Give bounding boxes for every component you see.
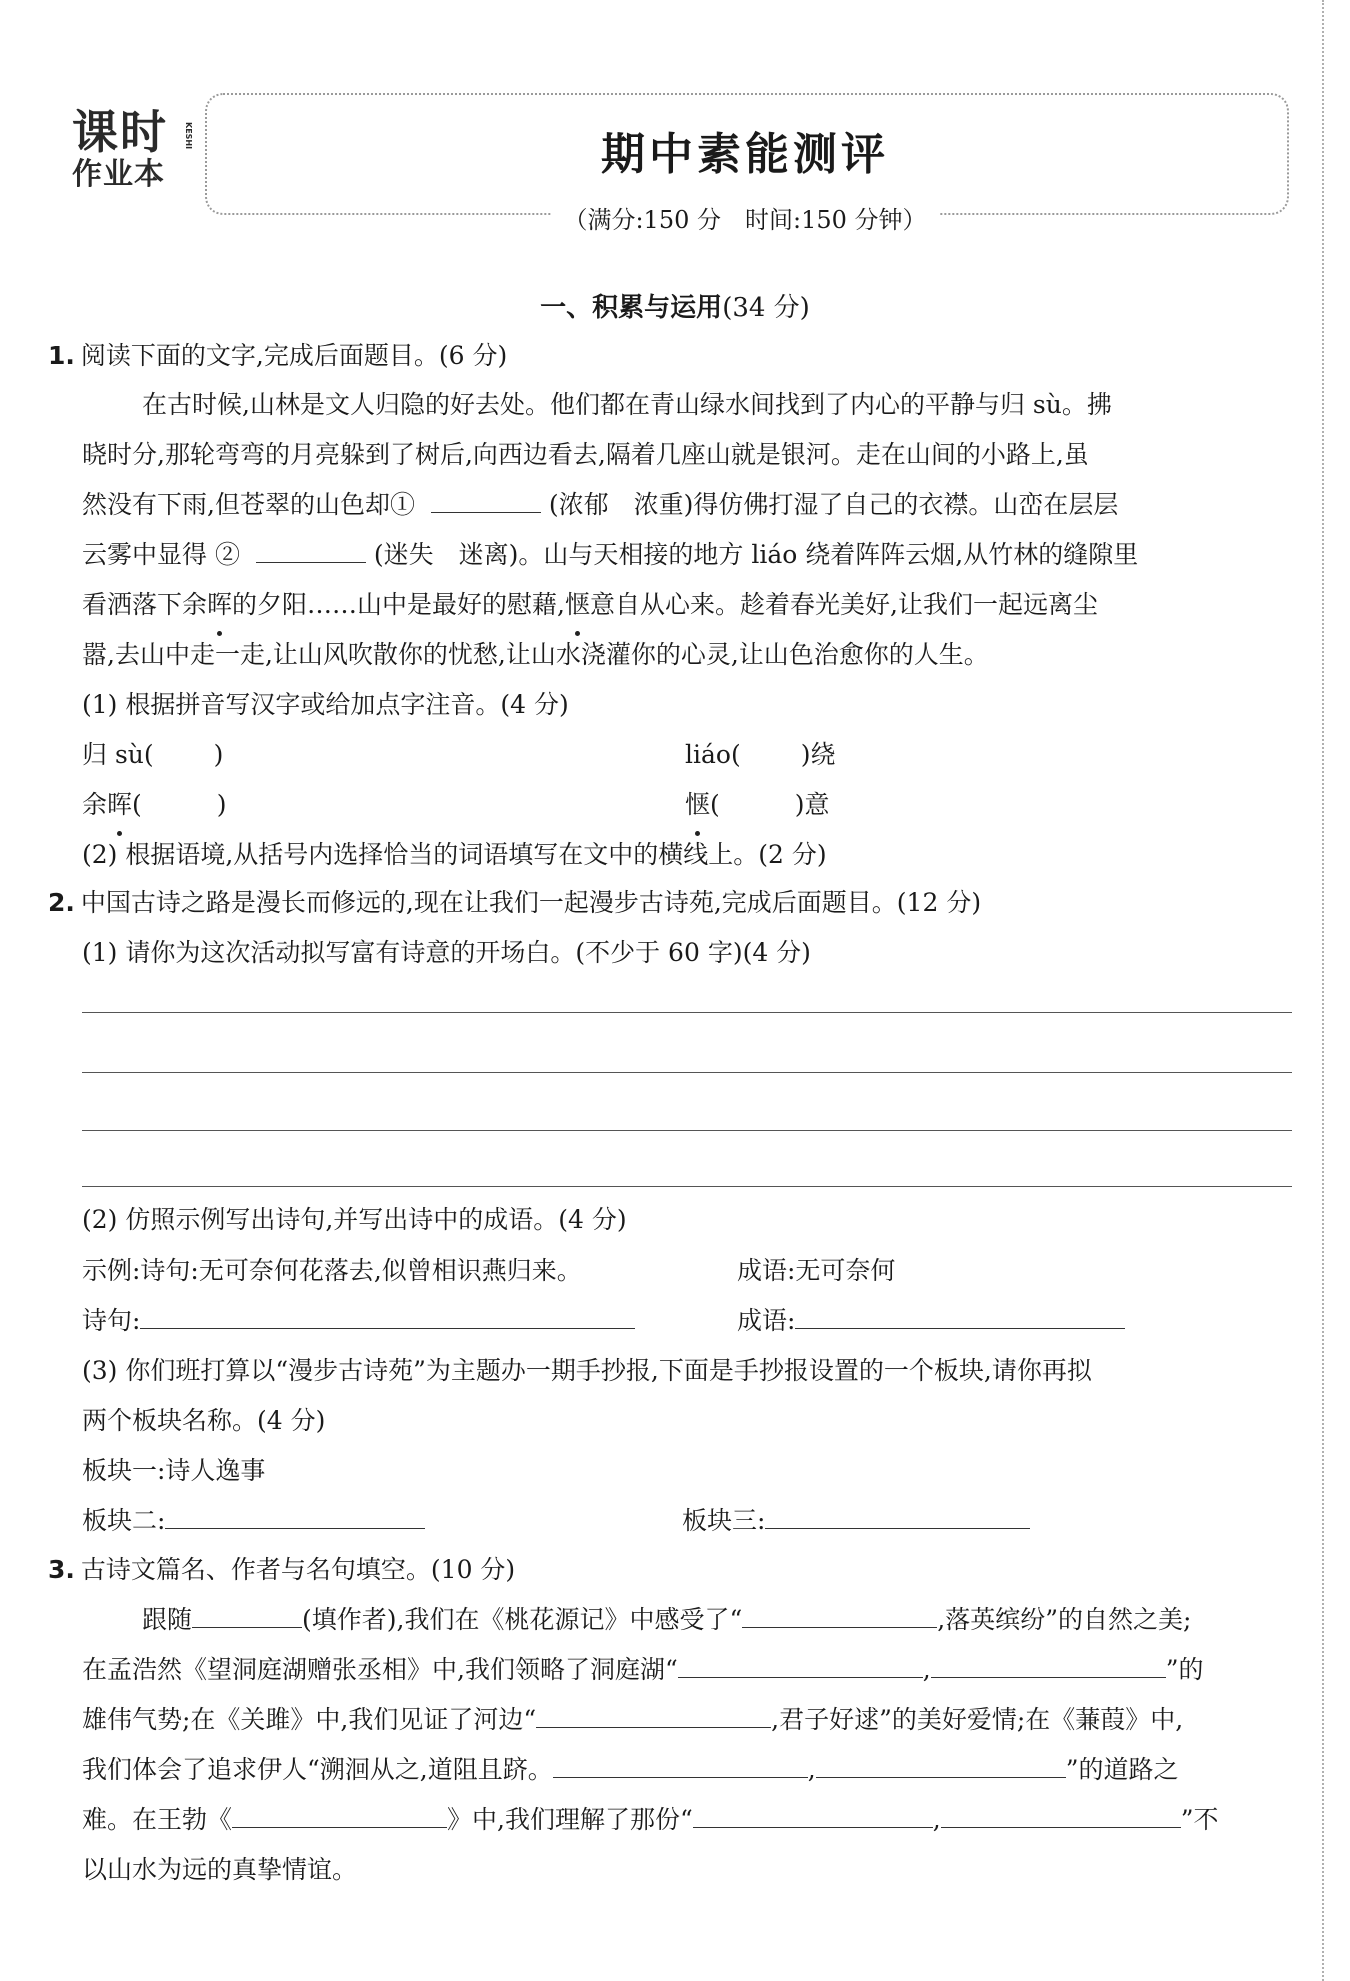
- q1-para-line3: 然没有下雨,但苍翠的山色却① (浓郁 浓重)得仿佛打湿了自己的衣襟。山峦在层层: [82, 480, 1292, 530]
- q1-sub1: (1) 根据拼音写汉字或给加点字注音。(4 分): [82, 690, 569, 719]
- block2-blank[interactable]: [165, 1498, 425, 1529]
- answer-line-2[interactable]: [82, 1072, 1292, 1073]
- q1-stem: 1. 阅读下面的文字,完成后面题目。(6 分): [48, 341, 508, 370]
- guanju-blank[interactable]: [536, 1697, 771, 1728]
- dongting-blank-1[interactable]: [678, 1647, 923, 1678]
- q3-line5: 难。在王勃《 》中,我们理解了那份“ , ”不: [82, 1795, 1292, 1845]
- q1-para-line5: 看洒落下余晖的夕阳……山中是最好的慰藉,惬意自从心来。趁着春光美好,让我们一起远离尘: [82, 580, 1292, 630]
- q3-line2: 在孟浩然《望洞庭湖赠张丞相》中,我们领略了洞庭湖“ , ”的: [82, 1645, 1292, 1695]
- wangbo-title-blank[interactable]: [232, 1797, 447, 1828]
- idiom-blank[interactable]: [795, 1298, 1125, 1329]
- page-edge-divider: [1322, 0, 1324, 1981]
- q1-fill-row2: 余晖( ) 惬( )意: [82, 780, 1292, 830]
- wangbo-blank-2[interactable]: [941, 1797, 1181, 1828]
- q3-line6: 以山水为远的真挚情谊。: [82, 1855, 358, 1884]
- q1-para-line4: 云雾中显得 ② (迷失 迷离)。山与天相接的地方 liáo 绕着阵阵云烟,从竹林的缝隙里: [82, 530, 1292, 580]
- jianjia-blank-2[interactable]: [816, 1747, 1066, 1778]
- q2-sub3-line2: 两个板块名称。(4 分): [82, 1406, 326, 1435]
- q2-sub2: (2) 仿照示例写出诗句,并写出诗中的成语。(4 分): [82, 1205, 627, 1234]
- section-heading: 一、积累与运用(34 分): [540, 293, 810, 323]
- blank-1[interactable]: [431, 482, 541, 513]
- q3-line3: 雄伟气势;在《关雎》中,我们见证了河边“ ,君子好逑”的美好爱情;在《蒹葭》中,: [82, 1695, 1292, 1745]
- q2-sub3-line1: (3) 你们班打算以“漫步古诗苑”为主题办一期手抄报,下面是手抄报设置的一个板块,请你再拟: [82, 1356, 1092, 1385]
- answer-line-1[interactable]: [82, 1012, 1292, 1013]
- q1-para-line2: 晓时分,那轮弯弯的月亮躲到了树后,向西边看去,隔着几座山就是银河。走在山间的小路上,虽: [82, 440, 1089, 469]
- q3-line4: 我们体会了追求伊人“溯洄从之,道阻且跻。 , ”的道路之: [82, 1745, 1292, 1795]
- dongting-blank-2[interactable]: [931, 1647, 1166, 1678]
- poem-blank[interactable]: [140, 1298, 635, 1329]
- answer-line-4[interactable]: [82, 1186, 1292, 1187]
- logo-line2: 作业本: [72, 157, 165, 192]
- answer-line-3[interactable]: [82, 1130, 1292, 1131]
- q1-sub2: (2) 根据语境,从括号内选择恰当的词语填写在文中的横线上。(2 分): [82, 840, 827, 869]
- page-title: 期中素能测评: [601, 129, 889, 180]
- q3-stem: 3. 古诗文篇名、作者与名句填空。(10 分): [48, 1555, 516, 1584]
- page-subtitle: （满分:150 分 时间:150 分钟）: [205, 200, 1285, 235]
- peach-blossom-blank[interactable]: [742, 1597, 937, 1628]
- q1-fill-row1: 归 sù( ) liáo( )绕: [82, 740, 836, 769]
- logo-line1: 课时: [72, 105, 168, 159]
- block3-blank[interactable]: [765, 1498, 1030, 1529]
- q1-para-line6: 嚣,去山中走一走,让山风吹散你的忧愁,让山水浇灌你的心灵,让山色治愈你的人生。: [82, 640, 989, 669]
- q2-poem-answer: 诗句: 成语:: [82, 1296, 1292, 1346]
- q2-stem: 2. 中国古诗之路是漫长而修远的,现在让我们一起漫步古诗苑,完成后面题目。(12 分): [48, 888, 982, 917]
- q2-sub1: (1) 请你为这次活动拟写富有诗意的开场白。(不少于 60 字)(4 分): [82, 938, 811, 967]
- q2-block1: 板块一:诗人逸事: [82, 1456, 266, 1485]
- author-blank[interactable]: [192, 1597, 302, 1628]
- wangbo-blank-1[interactable]: [693, 1797, 933, 1828]
- q2-block-row: 板块二: 板块三:: [82, 1496, 1292, 1546]
- q3-line1: 跟随 (填作者),我们在《桃花源记》中感受了“ ,落英缤纷”的自然之美;: [82, 1595, 1292, 1645]
- q1-para-line1: 在古时候,山林是文人归隐的好去处。他们都在青山绿水间找到了内心的平静与归 sù。拂: [142, 390, 1112, 419]
- blank-2[interactable]: [256, 532, 366, 563]
- q2-example: 示例:诗句:无可奈何花落去,似曾相识燕归来。 成语:无可奈何: [82, 1256, 896, 1285]
- jianjia-blank-1[interactable]: [553, 1747, 808, 1778]
- logo-tiny: KESHI: [184, 122, 193, 150]
- brand-logo: [72, 106, 192, 192]
